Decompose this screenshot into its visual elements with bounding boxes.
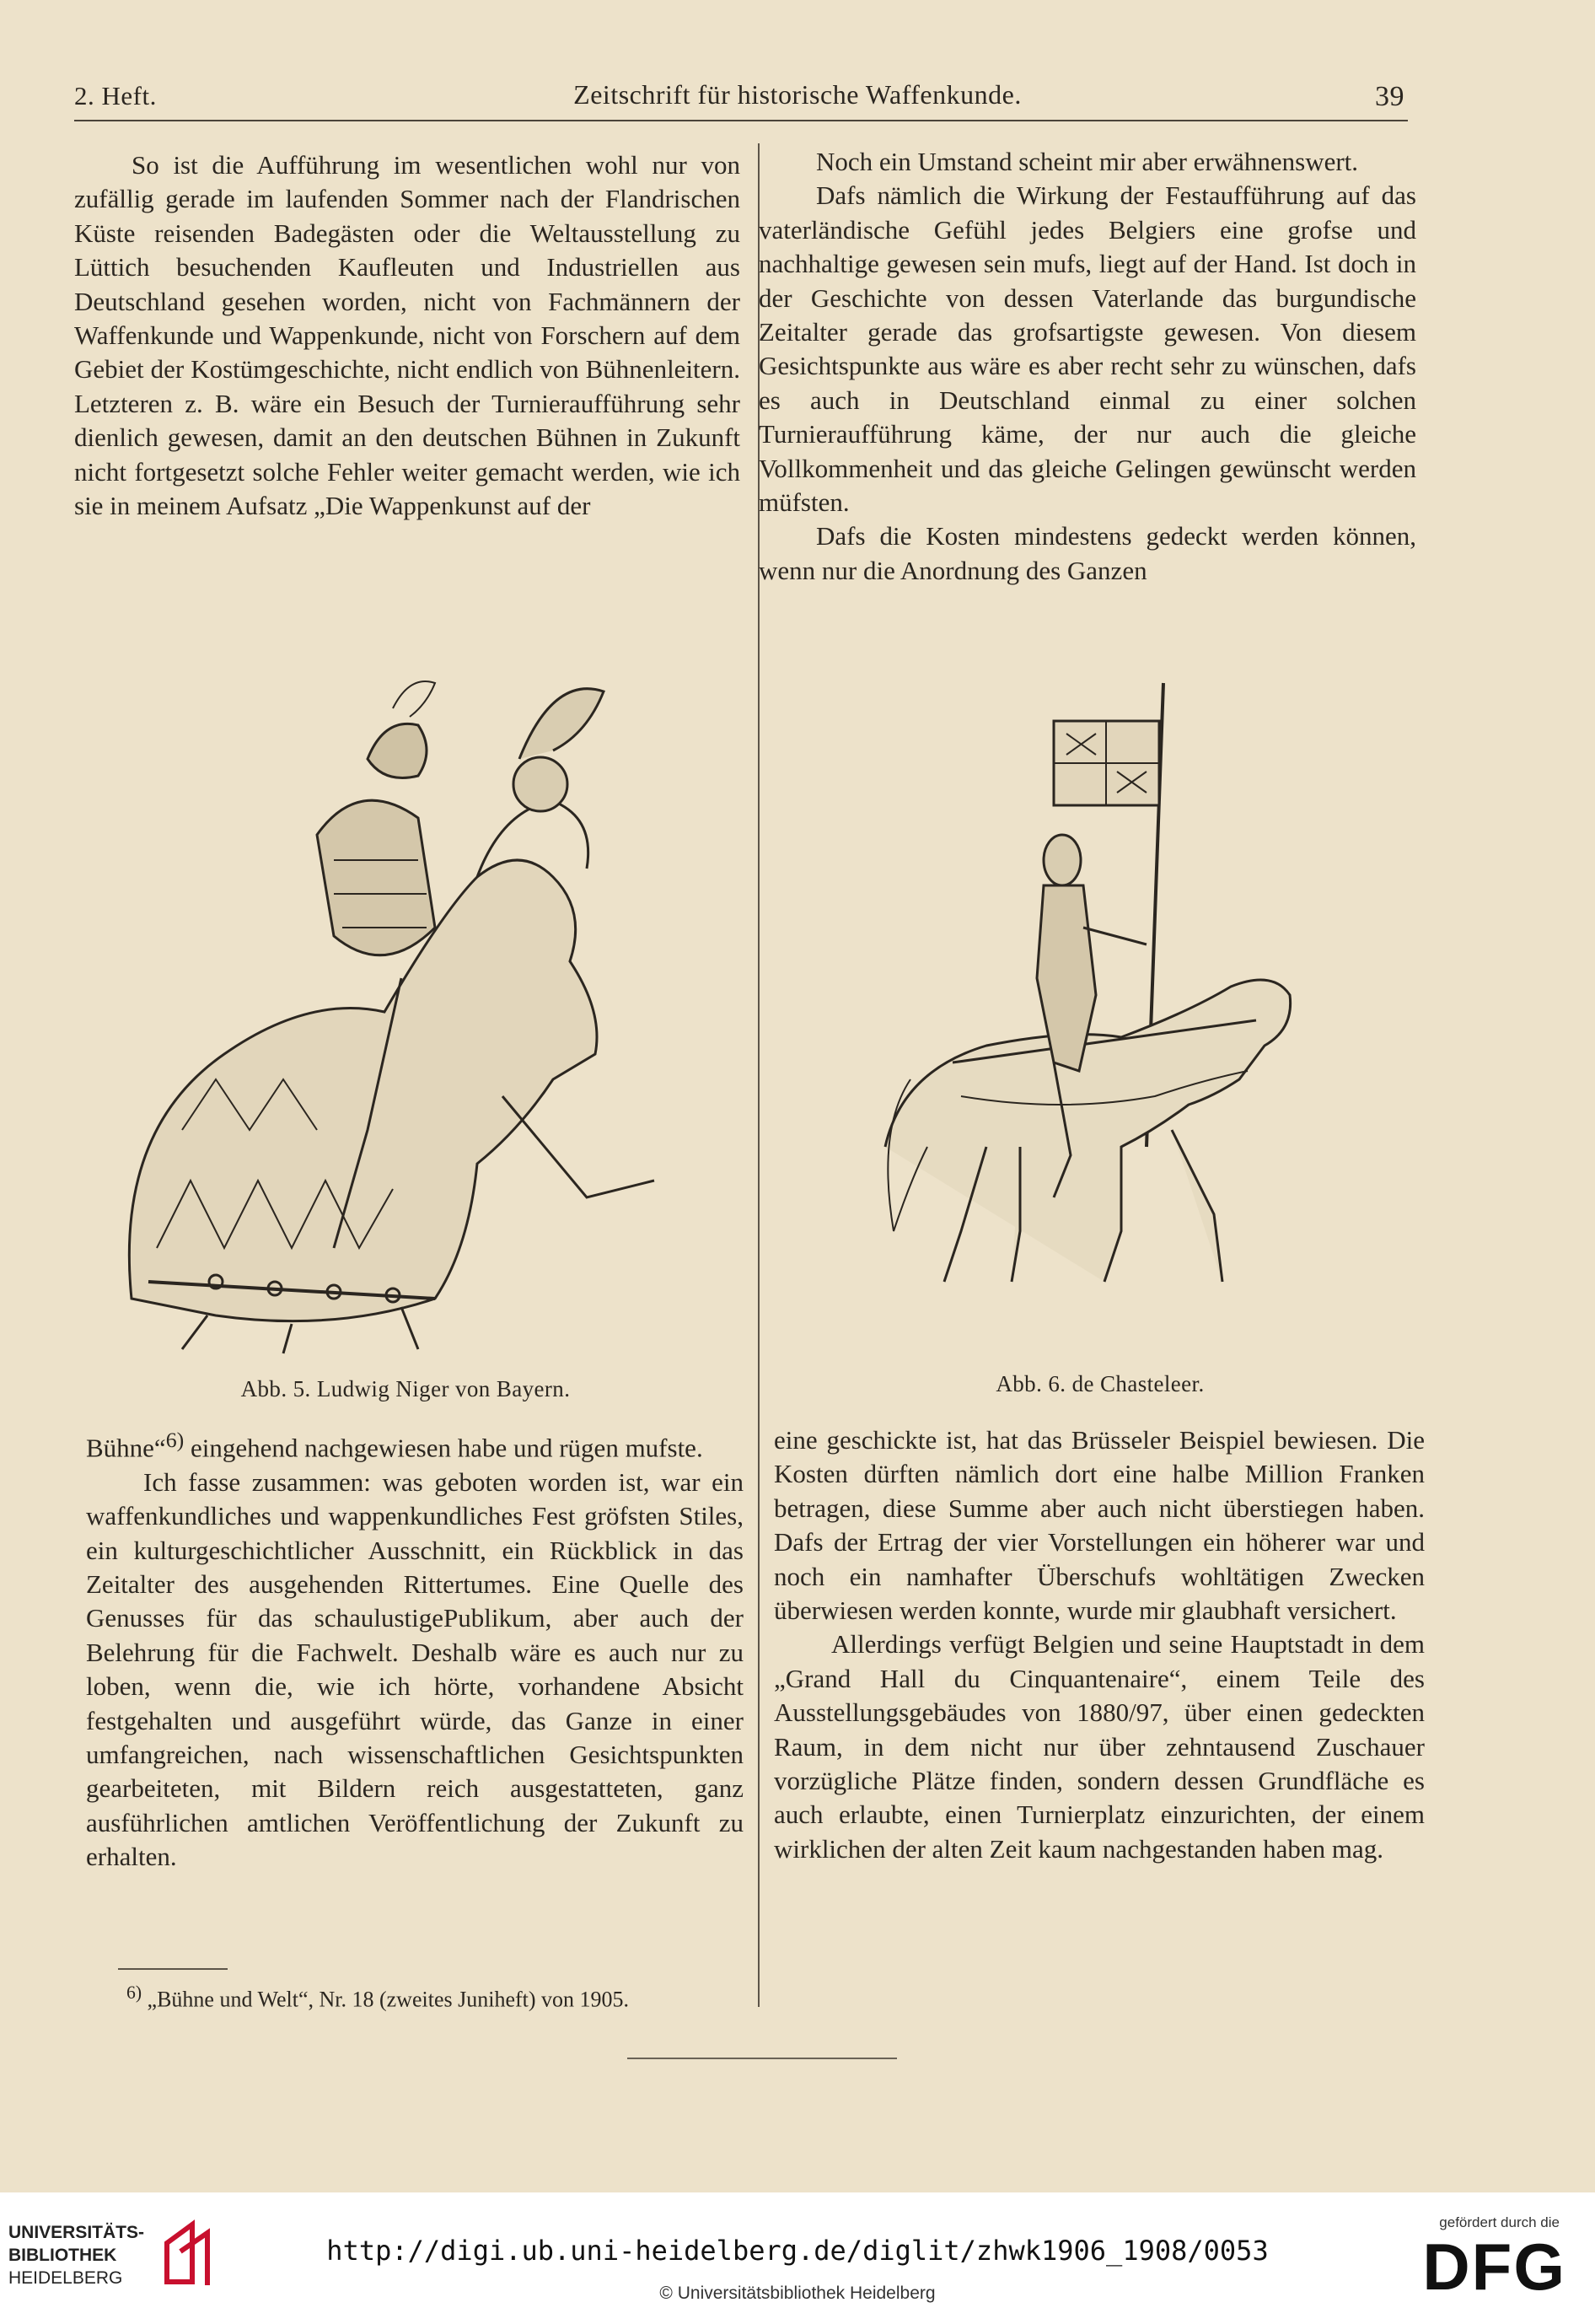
paragraph: Dafs nämlich die Wirkung der Festaufführung auf das vaterländische Gefühl jedes Belgiers eine grofse und nachhaltige gewesen sein mufs, liegt auf der Hand. Ist doch in der Geschichte von dessen Vaterlande das burgundische Zeitalter gerade das grofsartigste gewesen. Von diesem Gesichtspunkte aus wäre es aber recht sehr zu wünschen, dafs es auch in Deutschland einmal zu einer solchen Turnieraufführung käme, der nur auch die gleiche Vollkommenheit und das gleiche Gelingen gewünscht werden müfsten. (759, 180, 1416, 518)
paragraph: Noch ein Umstand scheint mir aber erwähnenswert. (816, 147, 1359, 176)
footnote-marker: 6) (126, 1982, 142, 2003)
footnote-reference: 6) (165, 1428, 185, 1452)
footnote-text: „Bühne und Welt“, Nr. 18 (zweites Juniheft) von 1905. (142, 1987, 630, 2012)
footnote-rule (118, 1968, 228, 1970)
right-column-top (759, 145, 1416, 588)
page-number: 39 (1375, 81, 1404, 112)
copyright: © Universitätsbibliothek Heidelberg (659, 2284, 936, 2303)
paragraph: Dafs die Kosten mindestens gedeckt werden können, wenn nur die Anordnung des Ganzen (759, 521, 1416, 585)
dfg-logo: DFG (1422, 2230, 1566, 2304)
illustration-de-chasteleer (851, 675, 1349, 1349)
footnote (126, 1978, 750, 2015)
figure-5-caption: Abb. 5. Ludwig Niger von Bayern. (240, 1376, 571, 1401)
end-rule (627, 2058, 897, 2059)
paragraph (86, 1423, 744, 1466)
paragraph: eine geschickte ist, hat das Brüsseler Beispiel bewiesen. Die Kosten dürften nämlich dort eine halbe Million Franken betragen, diese Summe aber auch nicht überstiegen haben. Dafs der Ertrag der vier Vorstellungen ein höherer war und noch ein namhafter Überschufs wohltätigen Zwecken überwiesen werden konnte, wurde mir glaubhaft versichert. (774, 1425, 1425, 1626)
paragraph: Allerdings verfügt Belgien und seine Hauptstadt in dem „Grand Hall du Cinquantenaire“, einem Teile des Ausstellungsgebäudes von 1880/97, über einen gedeckten Raum, in dem nicht nur über zehntausend Zuschauer vorzügliche Plätze finden, sondern dessen Grundfläche es auch erlaubte, einen Turnierplatz einzurichten, der einem wirklichen der alten Zeit kaum nachgestanden haben mag. (774, 1629, 1425, 1864)
left-column-top (74, 148, 740, 523)
continuation-start: Bühne“ (86, 1433, 166, 1463)
paragraph: Ich fasse zusammen: was geboten worden ist, war ein waffenkundliches und wappenkundliches Fest gröfsten Stiles, ein kulturgeschichtlicher Ausschnitt, ein Rückblick in das Zeitalter des ausgehenden Rittertumes. Eine Quelle des Genusses für das schaulustigePublikum, aber auch der Belehrung für die Fachwelt. Deshalb wäre es auch nur zu loben, wenn die, wie ich hörte, vorhandene Absicht festgehalten und ausgeführt würde, das Ganze in einer umfangreichen, nach wissenschaftlichen Gesichtspunkten gearbeiteten, mit Bildern reich ausgestatteten, ganz ausführlichen amtlichen Veröffentlichung der Zukunft zu erhalten. (86, 1466, 744, 1872)
permalink-url[interactable]: http://digi.ub.uni-heidelberg.de/diglit/zhwk1906_1908/0053 (326, 2235, 1269, 2267)
paragraph: So ist die Aufführung im wesentlichen wohl nur von zufällig gerade im laufenden Sommer nach der Flandrischen Küste reisenden Badegästen oder die Weltausstellung zu Lüttich besuchenden Kaufleuten und Industriellen aus Deutschland gesehen worden, nicht von Fachmännern der Waffenkunde und Wappenkunde, nicht von Forschern auf dem Gebiet der Kostümgeschichte, nicht endlich von Bühnenleitern. Letzteren z. B. wäre ein Besuch der Turnieraufführung sehr dienlich gewesen, damit an den deutschen Bühnen in Zukunft nicht fortgesetzt solche Fehler weiter gemacht werden, wie ich sie in meinem Aufsatz „Die Wappenkunst auf der (74, 150, 740, 521)
issue-number: 2. Heft. (74, 81, 157, 110)
funding-label: gefördert durch die (1439, 2214, 1560, 2230)
header-rule (74, 120, 1408, 121)
library-name: UNIVERSITÄTS- BIBLIOTHEK HEIDELBERG (8, 2223, 145, 2288)
right-column-bottom (774, 1423, 1425, 1866)
continuation-rest: eingehend nachgewiesen habe und rügen mufste. (184, 1433, 703, 1463)
running-title: Zeitschrift für historische Waffenkunde. (573, 79, 1022, 110)
left-column-bottom (86, 1423, 744, 1875)
figure-6-caption: Abb. 6. de Chasteleer. (996, 1371, 1205, 1396)
illustration-ludwig-niger (81, 658, 730, 1358)
